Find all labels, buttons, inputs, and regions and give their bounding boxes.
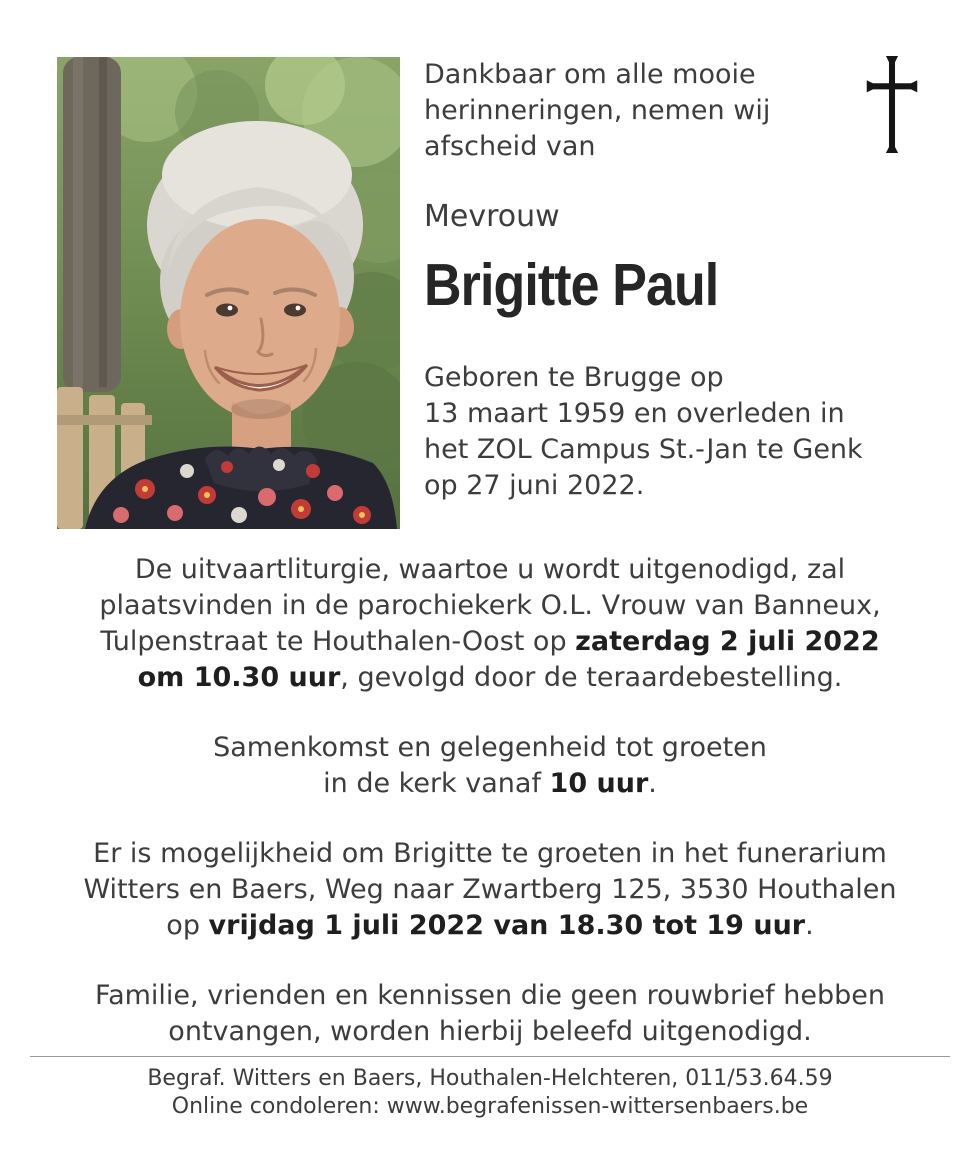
text-line	[424, 468, 904, 504]
text-line	[424, 360, 904, 396]
intro-text	[424, 57, 904, 165]
text-segment: herinneringen, nemen wij	[424, 95, 771, 126]
footer-divider	[30, 1056, 950, 1057]
text-line	[424, 396, 904, 432]
text-segment: De uitvaartliturgie, waartoe u wordt uitgenodigd, zal	[134, 554, 846, 585]
text-segment: op	[166, 910, 209, 941]
text-line	[424, 432, 904, 468]
text-segment: Er is mogelijkheid om Brigitte te groeten in het funerarium	[93, 838, 887, 869]
bold-text-segment: 10 uur	[549, 768, 649, 799]
text-line	[0, 836, 980, 872]
bold-text-segment: om 10.30 uur	[137, 662, 341, 693]
gathering-paragraph	[0, 730, 980, 802]
text-segment: , gevolgd door de teraardebestelling.	[340, 662, 843, 693]
text-segment: op 27 juni 2022.	[424, 470, 645, 501]
text-line	[0, 766, 980, 802]
text-segment: Geboren te Brugge op	[424, 362, 724, 393]
text-line	[0, 588, 980, 624]
text-segment: Witters en Baers, Weg naar Zwartberg 125, 3530 Houthalen	[83, 874, 897, 905]
text-line	[0, 1014, 980, 1050]
text-line	[0, 872, 980, 908]
text-segment: in de kerk vanaf	[323, 768, 550, 799]
text-line	[0, 978, 980, 1014]
portrait-photo	[57, 57, 400, 529]
portrait-illustration	[57, 57, 400, 529]
bold-text-segment: vrijdag 1 juli 2022 van 18.30 tot 19 uur	[208, 910, 806, 941]
funeral-home-contact: Begraf. Witters en Baers, Houthalen-Helchteren, 011/53.64.59	[147, 1066, 833, 1091]
invitation-paragraph	[0, 978, 980, 1050]
life-dates	[424, 360, 904, 504]
text-segment: Samenkomst en gelegenheid tot groeten	[213, 732, 767, 763]
text-line	[0, 908, 980, 944]
text-segment: het ZOL Campus St.-Jan te Genk	[424, 434, 863, 465]
text-line	[0, 624, 980, 660]
text-line	[0, 660, 980, 696]
text-segment: ontvangen, worden hierbij beleefd uitgenodigd.	[168, 1016, 812, 1047]
text-segment: Dankbaar om alle mooie	[424, 59, 756, 90]
text-segment: Familie, vrienden en kennissen die geen rouwbrief hebben	[95, 980, 885, 1011]
text-segment: .	[805, 910, 814, 941]
funeral-service-paragraph	[0, 552, 980, 696]
footer	[0, 1056, 980, 1121]
salutation: Mevrouw	[424, 199, 560, 234]
text-segment: afscheid van	[424, 131, 596, 162]
text-segment: plaatsvinden in de parochiekerk O.L. Vrouw van Banneux,	[99, 590, 881, 621]
deceased-name-wrap	[424, 252, 904, 320]
text-line	[0, 730, 980, 766]
text-segment: .	[648, 768, 657, 799]
deceased-name: Brigitte Paul	[424, 252, 719, 318]
header	[424, 57, 904, 504]
text-segment: 13 maart 1959 en overleden in	[424, 398, 845, 429]
online-condolence: Online condoleren: www.begrafenissen-wittersenbaers.be	[171, 1094, 809, 1119]
text-line	[424, 57, 904, 93]
text-line	[0, 552, 980, 588]
announcement-body	[0, 552, 980, 1084]
text-line	[424, 129, 904, 165]
text-line	[424, 93, 904, 129]
text-segment: Tulpenstraat te Houthalen-Oost op	[100, 626, 576, 657]
visitation-paragraph	[0, 836, 980, 944]
bold-text-segment: zaterdag 2 juli 2022	[575, 626, 880, 657]
